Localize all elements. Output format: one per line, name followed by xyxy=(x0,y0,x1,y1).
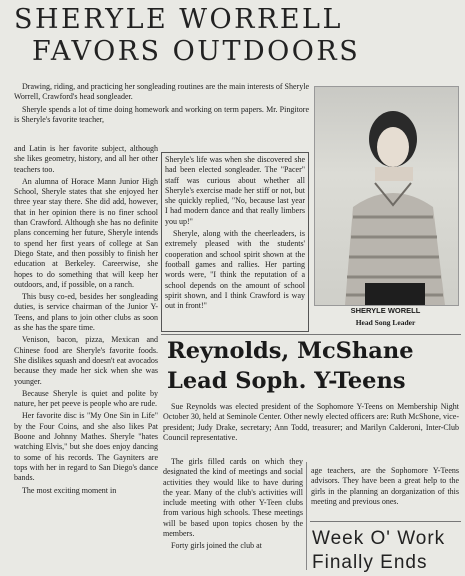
yteens-lead xyxy=(163,402,459,445)
yteens-right-column xyxy=(311,466,459,509)
column-paragraph: Sheryle's life was when she discovered she had been elected songleader. The "Pacer" staff was curious about whether all Sheryle's exercise made her stiff or not, but she quickly replied, "No, because last year I had modern dance and that really limbers you up!" xyxy=(165,155,305,226)
column-paragraph: The most exciting moment in xyxy=(22,485,117,495)
article-left-column xyxy=(14,144,158,572)
section-divider xyxy=(161,334,461,335)
week-headline-line-2: Finally Ends xyxy=(312,552,428,573)
headline-line-1: SHERYLE WORRELL xyxy=(14,4,343,35)
column-paragraph: Venison, bacon, pizza, Mexican and Chinese food are Sheryle's favorite foods. She dislikes squash and doesn't eat avocados because they made her sick when she was younger. xyxy=(14,335,158,386)
column-paragraph: The girls filled cards on which they designated the kind of meetings and social activities they would like to have during the year. Many of the club's activities will include meeting with other Y-Teen clubs from various high schools. These meetings will be based upon topics chosen by the members. xyxy=(163,457,303,539)
yteens-left-column xyxy=(163,457,303,576)
photo-caption-name: SHERYLE WORELL xyxy=(350,306,421,315)
portrait-illustration xyxy=(315,87,458,305)
photo-caption-title: Head Song Leader xyxy=(355,318,416,327)
boxed-column xyxy=(161,152,309,332)
column-paragraph: Because Sheryle is quiet and polite by nature, her pet peeve is people who are rude. xyxy=(14,388,158,409)
intro-paragraph: Drawing, riding, and practicing her songleading routines are the main interests of Sheryle Worrell, Crawford's head songleader. xyxy=(14,82,309,102)
column-paragraph: Sheryle, along with the cheerleaders, is extremely pleased with the students' cooperation and school spirit shown at the football games and rallies. Her parting words were, "I think the reputation of a school depends on the amount of school spirit shown, and I think Crawford is way out in front!" xyxy=(165,229,305,311)
column-paragraph: Her favorite disc is "My One Sin in Life" by the Four Coins, and she also likes Pat Boone and Johnny Mathes. Sheryle "hates watching Elvis," but she does enjoy dancing to some of his records. The Gayniters are tops with her in regard to San Diego's dance bands. xyxy=(14,411,158,483)
column-paragraph: This busy co-ed, besides her songleading duties, is service chairman of the Junior Y-Teens, and plans to join other clubs as soon as she has the spare time. xyxy=(14,292,158,333)
yteens-headline-line-1: Reynolds, McShane xyxy=(167,338,414,364)
week-headline-line-1: Week O' Work xyxy=(312,528,446,549)
week-headline xyxy=(312,527,462,576)
headline-line-2: FAVORS OUTDOORS xyxy=(32,36,361,67)
column-divider xyxy=(306,462,307,570)
section-divider xyxy=(310,521,461,522)
yteens-headline xyxy=(167,336,461,396)
article-headline xyxy=(14,4,454,68)
portrait-photo xyxy=(314,86,459,306)
intro-paragraph: Sheryle spends a lot of time doing homework and working on term papers. Mr. Pingitore is Sheryle's favorite teacher, xyxy=(14,104,309,124)
column-paragraph: age teachers, are the Sophomore Y-Teens advisors. They have been a great help to the girls in the planning an dorganization of this meeting and previous ones. xyxy=(311,466,459,506)
article-intro xyxy=(14,82,309,127)
yteens-lead-paragraph: Sue Reynolds was elected president of the Sophomore Y-Teens on Membership Night October 30, held at Seminole Center. Other newly elected officers are: Ruth McShone, vice-president; Judy Drake, secretary; Ann Todd, treasurer; and Marilyn Calderoni, Inter-Club Council representative. xyxy=(163,402,459,442)
column-paragraph: and Latin is her favorite subject, although she likes geometry, history, and all her other teachers too. xyxy=(14,144,158,174)
column-paragraph: An alumna of Horace Mann Junior High School, Sheryle states that she enjoyed her three year stay there. She did add, however, that in her opinion there is no finer school than Crawford. Although she has no definite plans concerning her future, Sheryle intends to spend her first years of college at San Diego State, and then possibly to finish her education at Berkeley. Careerwise, she hopes to do something that will keep her outdoors, and, if possible, on a ranch. xyxy=(14,176,158,289)
yteens-headline-line-2: Lead Soph. Y-Teens xyxy=(167,368,406,394)
column-paragraph: Forty girls joined the club at xyxy=(171,541,262,551)
